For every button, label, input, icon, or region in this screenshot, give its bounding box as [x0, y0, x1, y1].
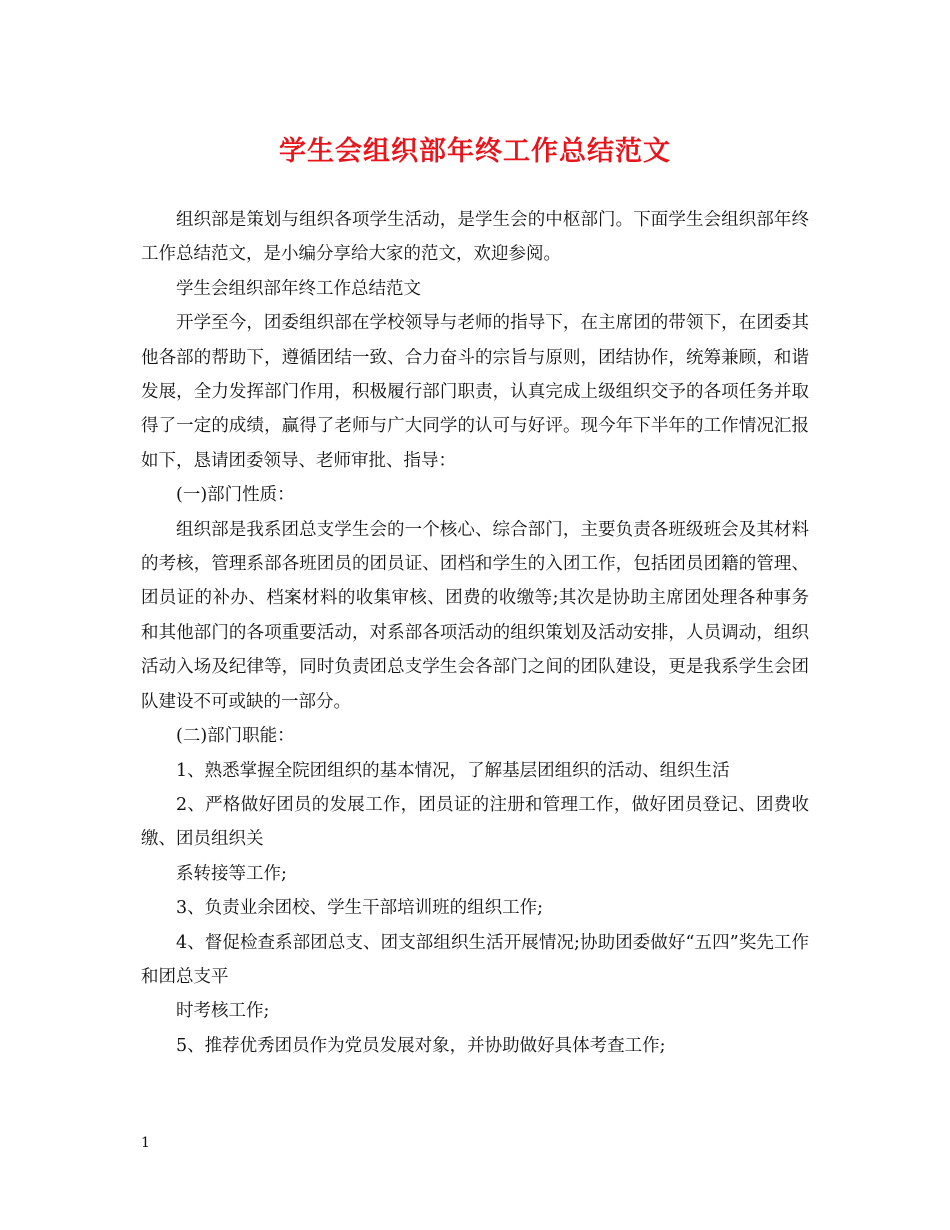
- paragraph-department-nature: 组织部是我系团总支学生会的一个核心、综合部门，主要负责各班级班会及其材料的考核，管理系部各班团员的团员证、团档和学生的入团工作，包括团员团籍的管理、团员证的补办、档案材料的收集审核、团费的收缴等;其次是协助主席团处理各种事务和其他部门的各项重要活动，对系部各项活动的组织策划及活动安排，人员调动，组织活动入场及纪律等，同时负责团总支学生会各部门之间的团队建设，更是我系学生会团队建设不可或缺的一部分。: [141, 519, 809, 712]
- page-number: 1: [141, 1135, 150, 1151]
- paragraph-intro: 组织部是策划与组织各项学生活动，是学生会的中枢部门。下面学生会组织部年终工作总结范文，是小编分享给大家的范文，欢迎参阅。: [141, 210, 809, 265]
- paragraph-duty-5: 5、推荐优秀团员作为党员发展对象，并协助做好具体考查工作;: [176, 1035, 666, 1056]
- paragraph-section-heading-1: (一)部门性质：: [176, 485, 295, 506]
- document-title: 学生会组织部年终工作总结范文: [279, 136, 671, 167]
- paragraph-overview: 开学至今，团委组织部在学校领导与老师的指导下，在主席团的带领下，在团委其他各部的帮助下，遵循团结一致、合力奋斗的宗旨与原则，团结协作，统筹兼顾，和谐发展，全力发挥部门作用，积极履行部门职责，认真完成上级组织交予的各项任务并取得了一定的成绩，赢得了老师与广大同学的认可与好评。现今年下半年的工作情况汇报如下，恳请团委领导、老师审批、指导：: [141, 313, 809, 471]
- paragraph-duty-2-continued: 系转接等工作;: [176, 863, 287, 884]
- paragraph-duty-3: 3、负责业余团校、学生干部培训班的组织工作;: [176, 898, 544, 919]
- paragraph-section-heading-2: (二)部门职能：: [176, 726, 295, 747]
- paragraph-duty-4-continued: 时考核工作;: [176, 1001, 270, 1022]
- paragraph-subtitle: 学生会组织部年终工作总结范文: [176, 278, 421, 299]
- paragraph-duty-4: 4、督促检查系部团总支、团支部组织生活开展情况;协助团委做好“五四”奖先工作和团总支平: [141, 932, 809, 987]
- document-body: [141, 203, 809, 1063]
- paragraph-duty-1: 1、熟悉掌握全院团组织的基本情况，了解基层团组织的活动、组织生活: [176, 760, 730, 781]
- paragraph-duty-2: 2、严格做好团员的发展工作，团员证的注册和管理工作，做好团员登记、团费收缴、团员组织关: [141, 794, 809, 850]
